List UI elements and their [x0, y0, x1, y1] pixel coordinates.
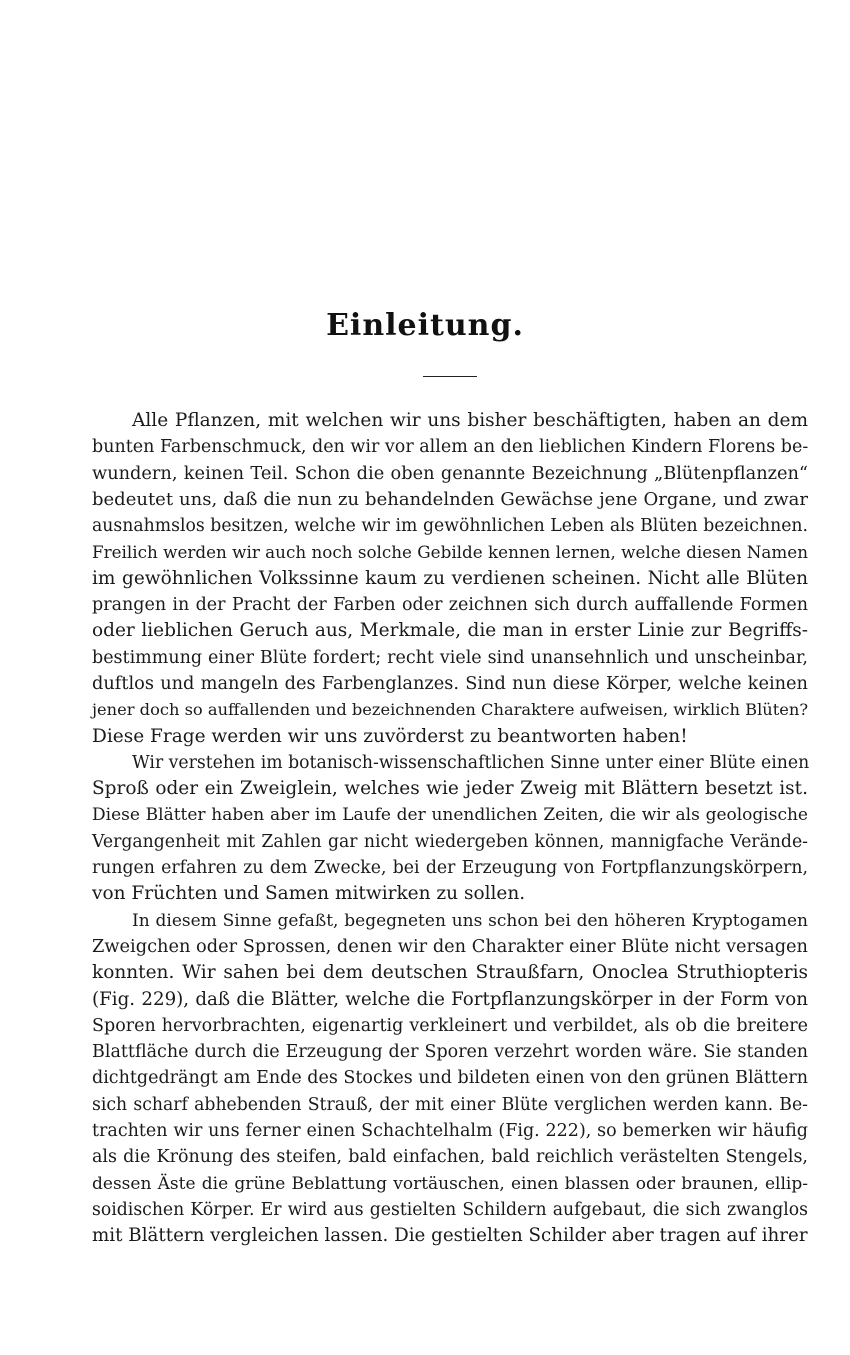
heading-rule	[423, 376, 477, 377]
text-line: wundern, keinen Teil. Schon die oben genannte Bezeichnung „Blütenpflanzen“	[92, 463, 808, 484]
text-line: als die Krönung des steifen, bald einfachen, bald reichlich verästelten Stengels,	[92, 1147, 808, 1168]
text-line: oder lieblichen Geruch aus, Merkmale, die man in erster Linie zur Begriffs-	[92, 620, 808, 642]
text-line: ausnahmslos besitzen, welche wir im gewöhnlichen Leben als Blüten bezeichnen.	[92, 516, 808, 537]
text-line: duftlos und mangeln des Farbenglanzes. Sind nun diese Körper, welche keinen	[92, 673, 808, 694]
text-line: Vergangenheit mit Zahlen gar nicht wiedergeben können, mannigfache Verände-	[92, 831, 808, 852]
text-line: Diese Blätter haben aber im Laufe der unendlichen Zeiten, die wir als geologische	[92, 805, 808, 826]
text-line: Freilich werden wir auch noch solche Gebilde kennen lernen, welche diesen Namen	[92, 542, 808, 563]
text-line: jener doch so auffallenden und bezeichnenden Charaktere aufweisen, wirklich Blüten?	[92, 700, 809, 720]
text-line: Diese Frage werden wir uns zuvörderst zu beantworten haben!	[92, 725, 688, 747]
text-line: (Fig. 229), daß die Blätter, welche die Fortpflanzungskörper in der Form von	[92, 988, 808, 1010]
text-line: In diesem Sinne gefaßt, begegneten uns schon bei den höheren Kryptogamen	[132, 910, 808, 931]
text-line: von Früchten und Samen mitwirken zu sollen.	[92, 883, 526, 905]
body-text	[92, 408, 810, 1250]
text-line: trachten wir uns ferner einen Schachtelhalm (Fig. 222), so bemerken wir häufig	[92, 1121, 808, 1142]
text-line: Wir verstehen im botanisch-wissenschaftlichen Sinne unter einer Blüte einen	[132, 752, 810, 773]
text-line: bedeutet uns, daß die nun zu behandelnden Gewächse jene Organe, und zwar	[92, 488, 808, 510]
text-line: Sproß oder ein Zweiglein, welches wie jeder Zweig mit Blättern besetzt ist.	[92, 778, 808, 800]
text-line: dichtgedrängt am Ende des Stockes und bildeten einen von den grünen Blättern	[92, 1068, 809, 1089]
text-line: bunten Farbenschmuck, den wir vor allem an den lieblichen Kindern Florens be-	[92, 437, 809, 458]
text-line: bestimmung einer Blüte fordert; recht viele sind unansehnlich und unscheinbar,	[92, 647, 808, 668]
text-line: rungen erfahren zu dem Zwecke, bei der Erzeugung von Fortpflanzungskörpern,	[92, 858, 808, 879]
text-line: dessen Äste die grüne Beblattung vortäuschen, einen blassen oder braunen, ellip-	[92, 1173, 808, 1194]
text-line: konnten. Wir sahen bei dem deutschen Straußfarn, Onoclea Struthiopteris	[92, 962, 808, 984]
text-line: prangen in der Pracht der Farben oder zeichnen sich durch auffallende Formen	[92, 595, 808, 616]
text-line: sich scharf abhebenden Strauß, der mit einer Blüte verglichen werden kann. Be-	[92, 1094, 808, 1115]
text-line: Alle Pflanzen, mit welchen wir uns bisher beschäftigten, haben an dem	[132, 410, 808, 431]
text-line: im gewöhnlichen Volkssinne kaum zu verdienen scheinen. Nicht alle Blüten	[92, 567, 808, 589]
text-line: Zweigchen oder Sprossen, denen wir den Charakter einer Blüte nicht versagen	[92, 936, 808, 957]
text-line: mit Blättern vergleichen lassen. Die gestielten Schilder aber tragen auf ihrer	[92, 1225, 808, 1247]
chapter-heading: Einleitung.	[326, 308, 524, 343]
text-line: soidischen Körper. Er wird aus gestielten Schildern aufgebaut, die sich zwanglos	[92, 1199, 808, 1220]
text-line: Blattfläche durch die Erzeugung der Sporen verzehrt worden wäre. Sie standen	[92, 1042, 808, 1063]
text-line: Sporen hervorbrachten, eigenartig verkleinert und verbildet, als ob die breitere	[92, 1015, 808, 1036]
